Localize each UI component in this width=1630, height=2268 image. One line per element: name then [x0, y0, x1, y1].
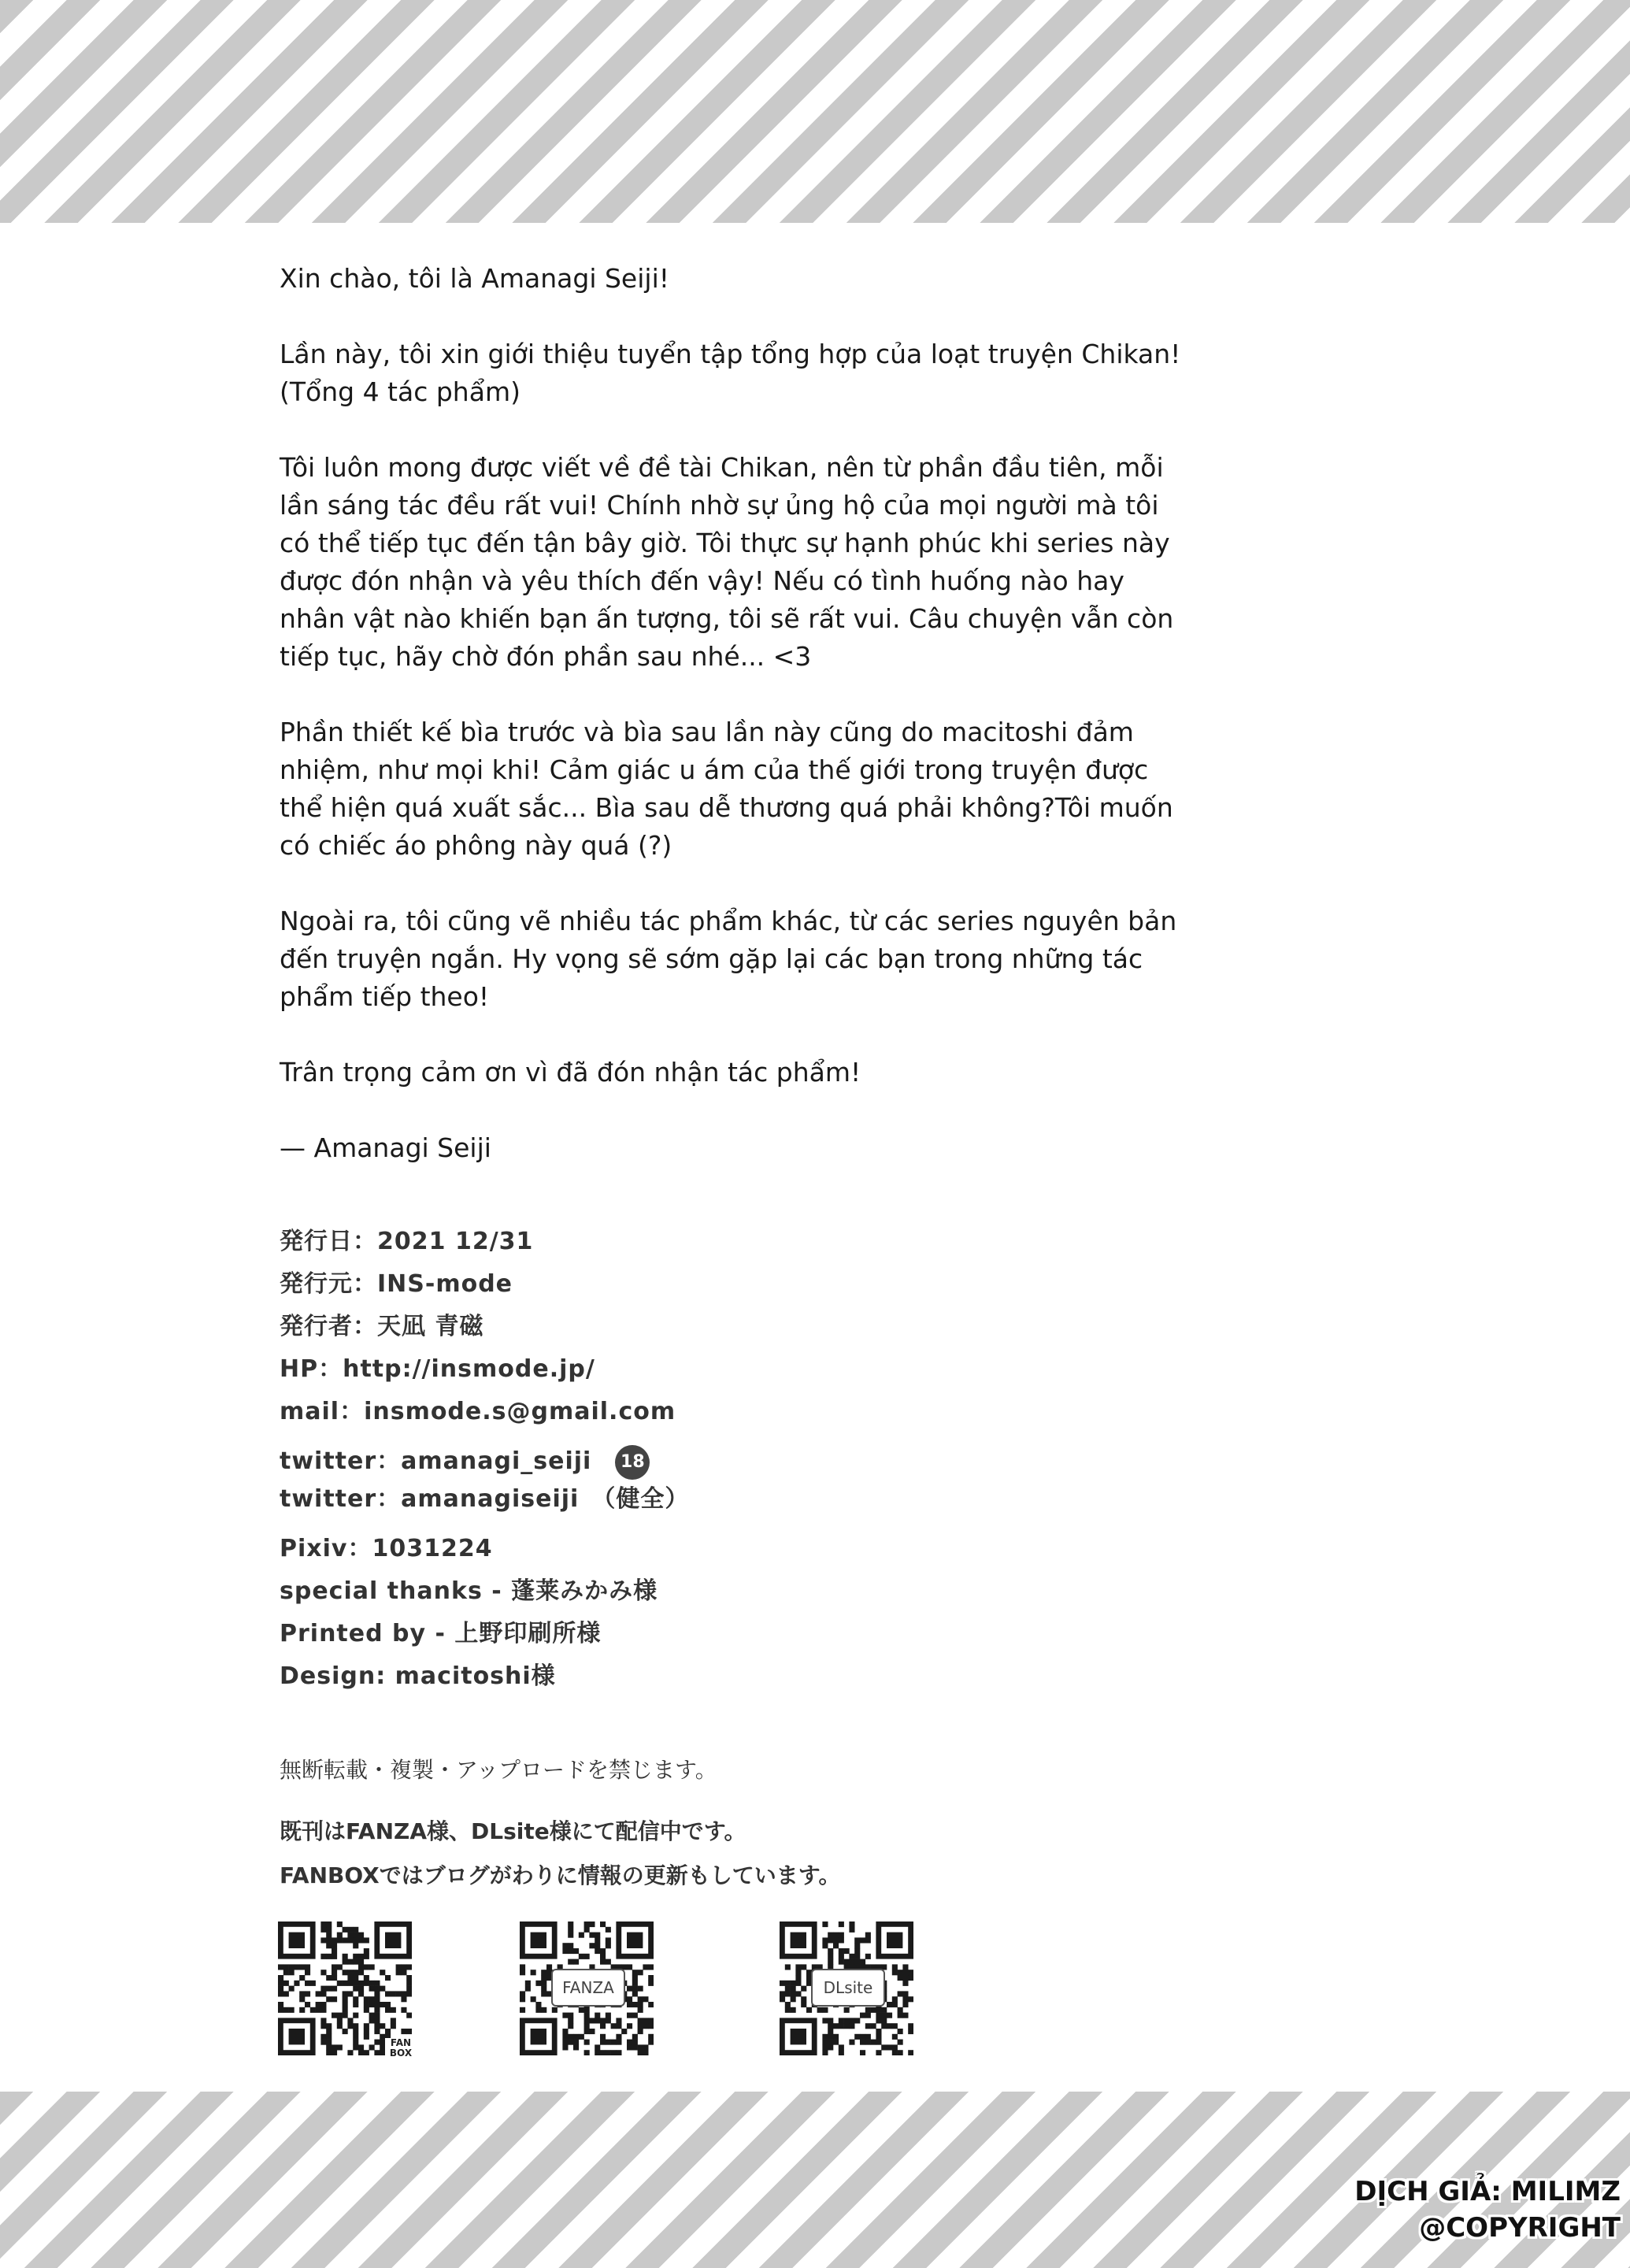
letter-greeting: Xin chào, tôi là Amanagi Seiji!: [280, 263, 669, 294]
twitter-adult-row: [280, 1443, 988, 1480]
copyright-tag: @COPYRIGHT: [1419, 2212, 1621, 2244]
issuer: 発行者：天凪 青磁: [280, 1313, 484, 1340]
design-credit: Design: macitoshi様: [280, 1662, 556, 1690]
afterword-letter: [280, 260, 1185, 1205]
copyright-notice: 無断転載・複製・アップロードを禁じます。: [280, 1757, 717, 1783]
fanbox-qr-code[interactable]: [278, 1922, 413, 2059]
letter-paragraph-4: Ngoài ra, tôi cũng vẽ nhiều tác phẩm khác, từ các series nguyên bản đến truyện ngắn. Hy vọng sẽ sớm gặp lại các bạn trong những tác phẩm tiếp theo!: [280, 906, 1177, 1012]
spacer: [280, 1433, 988, 1443]
translator-credit: [1354, 2174, 1621, 2246]
twitter-general-link[interactable]: twitter：amanagiseiji （健全）: [280, 1485, 690, 1513]
publish-date: 発行日：2021 12/31: [280, 1228, 534, 1255]
dlsite-qr-code[interactable]: [780, 1922, 913, 2055]
letter-signature: — Amanagi Seiji: [280, 1132, 491, 1163]
age-18-badge-icon: 18: [615, 1445, 650, 1480]
top-stripe-border: [0, 0, 1630, 223]
twitter-adult-link[interactable]: twitter：amanagi_seiji: [280, 1447, 592, 1475]
distribution-notice: 既刊はFANZA様、DLsite様にて配信中です。: [280, 1818, 746, 1844]
qr-pattern-icon: [278, 1922, 412, 2055]
letter-paragraph-5: Trân trọng cảm ơn vì đã đón nhận tác phẩm!: [280, 1057, 861, 1088]
fanza-qr-code[interactable]: [520, 1922, 654, 2055]
publisher: 発行元：INS-mode: [280, 1270, 513, 1298]
notice-block: [280, 1755, 1146, 1898]
fanza-label: FANZA: [551, 1969, 625, 2007]
printed-by: Printed by - 上野印刷所様: [280, 1620, 602, 1647]
fanbox-logo: FAN BOX: [385, 2038, 417, 2059]
letter-paragraph-1: Lần này, tôi xin giới thiệu tuyển tập tổng hợp của loạt truyện Chikan! (Tổng 4 tác phẩm): [280, 339, 1181, 407]
fanbox-notice: FANBOXではブログがわりに情報の更新もしています。: [280, 1862, 841, 1888]
homepage-link[interactable]: HP：http://insmode.jp/: [280, 1355, 595, 1383]
colophon: [280, 1221, 988, 1698]
dlsite-label: DLsite: [811, 1969, 885, 2007]
letter-paragraph-3: Phần thiết kế bìa trước và bìa sau lần này cũng do macitoshi đảm nhiệm, như mọi khi! Cảm giác u ám của thế giới trong truyện được thể hiện quá xuất sắc... Bìa sau dễ thương quá phải không?Tôi muốn có chiếc áo phông này quá (?): [280, 717, 1173, 861]
special-thanks: special thanks - 蓬莱みかみ様: [280, 1577, 658, 1605]
letter-paragraph-2: Tôi luôn mong được viết về đề tài Chikan, nên từ phần đầu tiên, mỗi lần sáng tác đều rất vui! Chính nhờ sự ủng hộ của mọi người mà tôi có thể tiếp tục đến tận bây giờ. Tôi thực sự hạnh phúc khi series này được đón nhận và yêu thích đến vậy! Nếu có tình huống nào hay nhân vật nào khiến bạn ấn tượng, tôi sẽ rất vui. Câu chuyện vẫn còn tiếp tục, hãy chờ đón phần sau nhé... <3: [280, 452, 1174, 672]
spacer: [280, 1518, 988, 1528]
pixiv-id[interactable]: Pixiv：1031224: [280, 1535, 493, 1562]
mail-link[interactable]: mail：insmode.s@gmail.com: [280, 1398, 676, 1425]
translator-name: DỊCH GIẢ: MILIMZ: [1354, 2176, 1621, 2207]
